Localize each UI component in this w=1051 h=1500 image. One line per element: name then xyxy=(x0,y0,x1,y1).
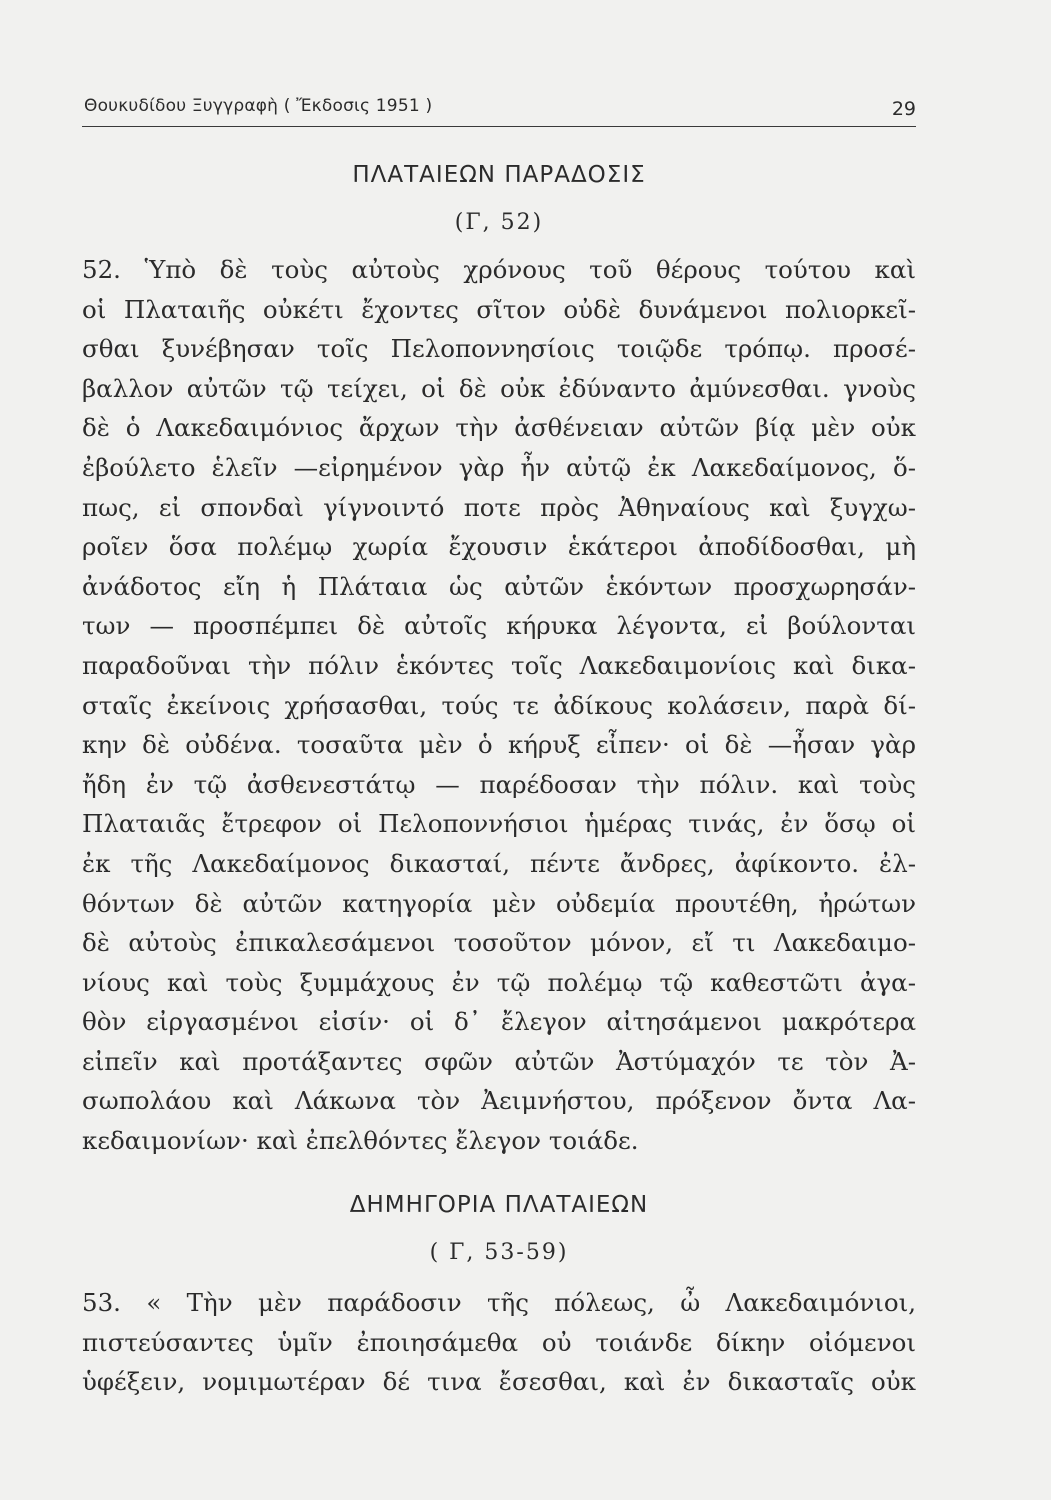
text-line: ἐβούλετο ἑλεῖν —εἰρημένον γὰρ ἦν αὐτῷ ἐκ Λακεδαίμονος, ὅ- xyxy=(82,452,916,482)
text-line: ἀνάδοτος εἴη ἡ Πλάταια ὡς αὐτῶν ἑκόντων προσχωρησάν- xyxy=(82,571,916,601)
text-line: εἰπεῖν καὶ προτάξαντες σφῶν αὐτῶν Ἀστύμαχόν τε τὸν Ἀ- xyxy=(82,1046,916,1076)
text-line: οἱ Πλαταιῆς οὐκέτι ἔχοντες σῖτον οὐδὲ δυνάμενοι πολιορκεῖ- xyxy=(82,294,916,324)
text-line: των — προσπέμπει δὲ αὐτοῖς κήρυκα λέγοντα, εἰ βούλονται xyxy=(82,611,916,641)
text-line: παραδοῦναι τὴν πόλιν ἑκόντες τοῖς Λακεδαιμονίοις καὶ δικα- xyxy=(82,650,916,680)
text-line: ἤδη ἐν τῷ ἀσθενεστάτῳ — παρέδοσαν τὴν πόλιν. καὶ τοὺς xyxy=(82,769,916,799)
running-head xyxy=(82,92,916,127)
text-line: κεδαιμονίων· καὶ ἐπελθόντες ἔλεγον τοιάδε. xyxy=(82,1126,639,1156)
text-line: θόντων δὲ αὐτῶν κατηγορία μὲν οὐδεμία προυτέθη, ἠρώτων xyxy=(82,888,916,918)
text-line: δὲ αὐτοὺς ἐπικαλεσάμενοι τοσοῦτον μόνον, εἴ τι Λακεδαιμο- xyxy=(82,928,916,958)
text-line: 53. « Τὴν μὲν παράδοσιν τῆς πόλεως, ὦ Λακεδαιμόνιοι, xyxy=(82,1288,916,1317)
text-line: Πλαταιᾶς ἔτρεφον οἱ Πελοποννήσιοι ἡμέρας τινάς, ἐν ὅσῳ οἱ xyxy=(82,809,916,839)
text-line: ἐκ τῆς Λακεδαίμονος δικασταί, πέντε ἄνδρες, ἀφίκοντο. ἐλ- xyxy=(82,848,916,878)
text-line: πιστεύσαντες ὑμῖν ἐποιησάμεθα οὐ τοιάνδε δίκην οἰόμενοι xyxy=(82,1327,916,1357)
text-line: κην δὲ οὐδένα. τοσαῦτα μὲν ὁ κήρυξ εἶπεν· οἱ δὲ —ἦσαν γὰρ xyxy=(82,730,916,760)
text-line: δὲ ὁ Λακεδαιμόνιος ἄρχων τὴν ἀσθένειαν αὐτῶν βίᾳ μὲν οὐκ xyxy=(82,413,916,443)
text-line: θὸν εἰργασμένοι εἰσίν· οἱ δ᾽ ἔλεγον αἰτησάμενοι μακρότερα xyxy=(82,1007,916,1037)
section-title-surrender: ΠΛΑΤΑΙΕΩΝ ΠΑΡΑΔΟΣΙΣ xyxy=(352,162,646,188)
text-line: σθαι ξυνέβησαν τοῖς Πελοποννησίοις τοιῷδε τρόπῳ. προσέ- xyxy=(82,334,916,364)
section-reference-surrender: (Γ, 52) xyxy=(454,210,544,235)
text-line: πως, εἰ σπονδαὶ γίγνοιντό ποτε πρὸς Ἀθηναίους καὶ ξυγχω- xyxy=(82,492,916,522)
text-line: 52. Ὑπὸ δὲ τοὺς αὐτοὺς χρόνους τοῦ θέρους τούτου καὶ xyxy=(82,255,916,284)
running-title: Θουκυδίδου Ξυγγραφὴ ( Ἔκδοσις 1951 ) xyxy=(84,96,433,116)
text-line: ὑφέξειν, νομιμωτέραν δέ τινα ἔσεσθαι, καὶ ἐν δικασταῖς οὐκ xyxy=(82,1367,916,1397)
section-title-speech: ΔΗΜΗΓΟΡΙΑ ΠΛΑΤΑΙΕΩΝ xyxy=(349,1192,649,1218)
section-reference-speech: ( Γ, 53-59) xyxy=(429,1240,569,1265)
text-line: νίους καὶ τοὺς ξυμμάχους ἐν τῷ πολέμῳ τῷ καθεστῶτι ἀγα- xyxy=(82,967,916,997)
text-line: βαλλον αὐτῶν τῷ τείχει, οἱ δὲ οὐκ ἐδύναντο ἀμύνεσθαι. γνοὺς xyxy=(82,373,916,403)
text-line: σταῖς ἐκείνοις χρήσασθαι, τούς τε ἀδίκους κολάσειν, παρὰ δί- xyxy=(82,690,916,720)
paragraph-53 xyxy=(82,1283,916,1402)
page-number: 29 xyxy=(891,98,916,120)
text-line: σωπολάου καὶ Λάκωνα τὸν Ἀειμνήστου, πρόξενον ὄντα Λα- xyxy=(82,1086,916,1116)
text-line: ροῖεν ὅσα πολέμῳ χωρία ἔχουσιν ἑκάτεροι ἀποδίδοσθαι, μὴ xyxy=(82,532,916,562)
paragraph-52 xyxy=(82,250,916,1161)
